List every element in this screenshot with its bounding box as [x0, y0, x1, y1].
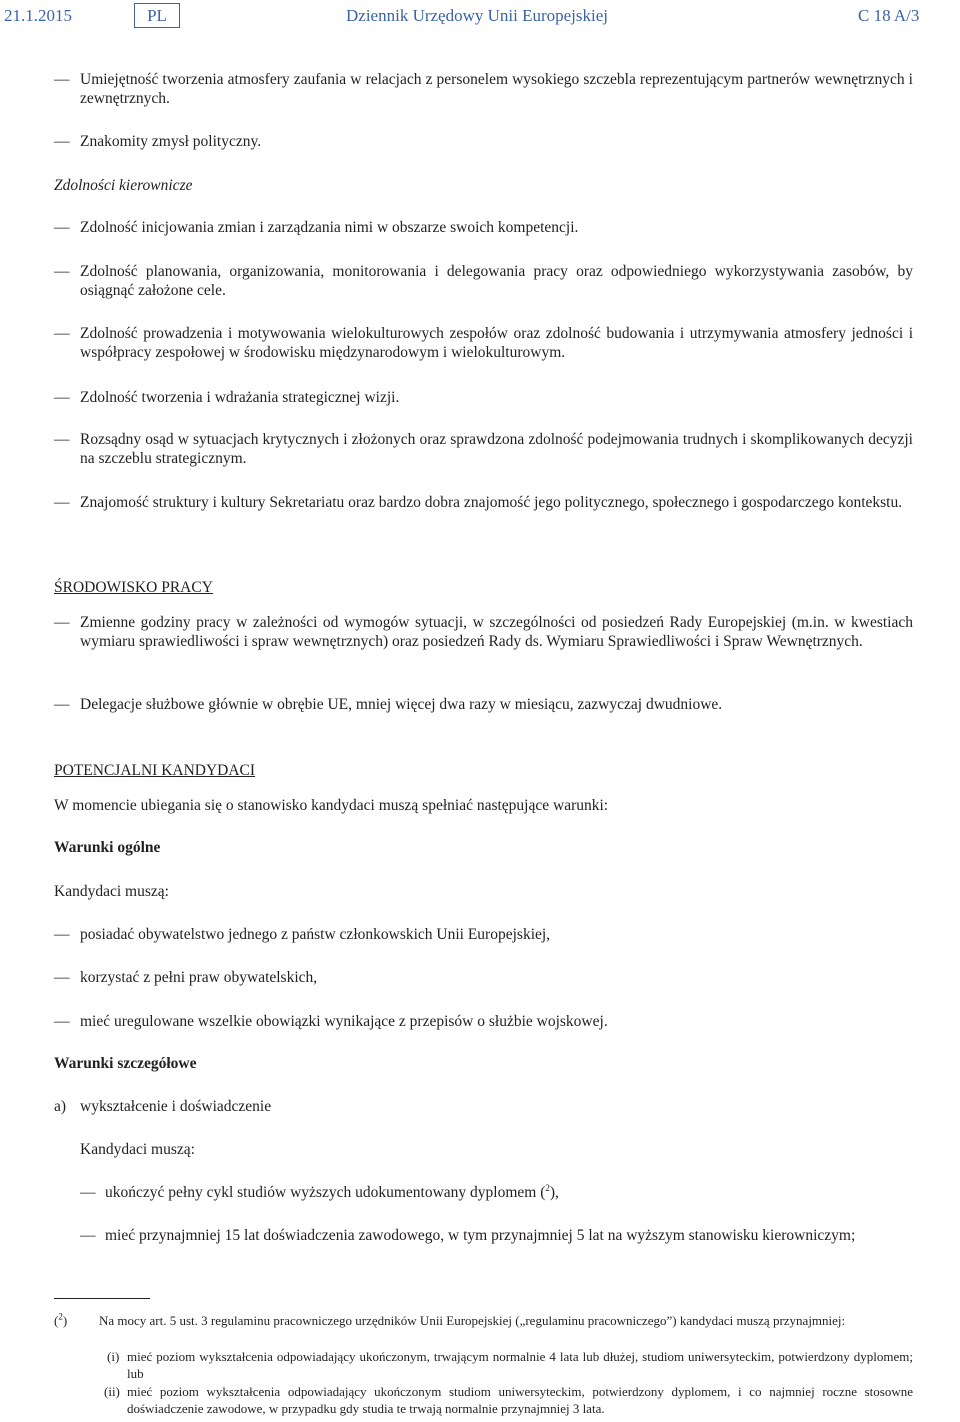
list-item: posiadać obywatelstwo jednego z państw członkowskich Unii Europejskiej, — [80, 926, 551, 943]
dash-bullet: — — [80, 1227, 96, 1244]
list-item: Umiejętność tworzenia atmosfery zaufania w relacjach z personelem wysokiego szczebla reprezentującym partnerów wewnętrznych i zewnętrznych. — [80, 71, 913, 107]
footnote-reference[interactable]: 2 — [545, 1182, 550, 1193]
list-item: Znajomość struktury i kultury Sekretariatu oraz bardzo dobra znajomość jego politycznego, społecznego i gospodarczego kontekstu. — [80, 494, 903, 511]
general-conditions-heading: Warunki ogólne — [54, 839, 161, 856]
dash-bullet: — — [80, 1184, 96, 1201]
specific-condition-letter: a) — [54, 1098, 67, 1115]
list-item: Rozsądny osąd w sytuacjach krytycznych i złożonych oraz sprawdzona zdolność podejmowania trudnych i skomplikowanych decyzji na szczeblu strategicznym. — [80, 431, 913, 467]
list-item: Zmienne godziny pracy w zależności od wymogów sytuacji, w szczególności od posiedzeń Rady Europejskiej (m.in. w kwestiach wymiaru sprawiedliwości i spraw wewnętrznych) oraz posiedzeń Rady ds. Wymiaru Sprawiedliwości i Spraw Wewnętrznych. — [80, 614, 913, 650]
general-conditions-intro: Kandydaci muszą: — [54, 883, 169, 900]
dash-bullet: — — [54, 696, 70, 713]
list-item: Zdolność inicjowania zmian i zarządzania nimi w obszarze swoich kompetencji. — [80, 219, 579, 236]
list-item: Zdolność planowania, organizowania, monitorowania i delegowania pracy oraz odpowiedniego wykorzystywania zasobów, by osiągnąć założone cele. — [80, 263, 913, 299]
dash-bullet: — — [54, 969, 70, 986]
specific-conditions-intro: Kandydaci muszą: — [80, 1141, 195, 1158]
list-item: ukończyć pełny cykl studiów wyższych udokumentowany dyplomem ($^2$), — [105, 1182, 559, 1201]
dash-bullet: — — [54, 431, 70, 448]
section-subheading-management: Zdolności kierownicze — [54, 177, 193, 194]
list-item: Znakomity zmysł polityczny. — [80, 133, 262, 150]
page-reference: C 18 A/3 — [858, 6, 920, 25]
footnote-sub-text: mieć poziom wykształcenia odpowiadający ukończonym studiom uniwersyteckim, potwierdzony dyplomem, i co najmniej roczne stosowne doświadczenie zawodowe, w przypadku gdy studia te trwają normalnie przynajmniej 3 lata. — [127, 1384, 913, 1416]
footnote-separator — [54, 1298, 150, 1299]
journal-title: Dziennik Urzędowy Unii Europejskiej — [346, 6, 609, 25]
dash-bullet: — — [54, 614, 70, 631]
dash-bullet: — — [54, 219, 70, 236]
footnote-marker: ($^2$) — [54, 1311, 68, 1328]
footnote-sub-label: (i) — [107, 1349, 120, 1364]
specific-conditions-heading: Warunki szczegółowe — [54, 1055, 197, 1072]
footnote-text: Na mocy art. 5 ust. 3 regulaminu pracowniczego urzędników Unii Europejskiej („regulaminu pracowniczego”) kandydaci muszą przynajmniej: — [99, 1313, 846, 1328]
footnote-sub-text: mieć poziom wykształcenia odpowiadający ukończonym, trwającym normalnie 4 lata lub dłużej, studiom uniwersyteckim, potwierdzony dyplomem; lub — [127, 1349, 913, 1381]
publication-date: 21.1.2015 — [4, 6, 72, 25]
list-item: mieć przynajmniej 15 lat doświadczenia zawodowego, w tym przynajmniej 5 lat na wyższym stanowisku kierowniczym; — [105, 1227, 856, 1244]
dash-bullet: — — [54, 926, 70, 943]
dash-bullet: — — [54, 71, 70, 88]
dash-bullet: — — [54, 133, 70, 150]
section-heading-work-environment: ŚRODOWISKO PRACY — [54, 579, 213, 596]
list-item: Zdolność tworzenia i wdrażania strategicznej wizji. — [80, 389, 400, 406]
dash-bullet: — — [54, 325, 70, 342]
dash-bullet: — — [54, 263, 70, 280]
specific-condition-title: wykształcenie i doświadczenie — [80, 1098, 272, 1115]
list-item: Delegacje służbowe głównie w obrębie UE, mniej więcej dwa razy w miesiącu, zazwyczaj dwudniowe. — [80, 696, 723, 713]
section-heading-candidates: POTENCJALNI KANDYDACI — [54, 762, 256, 779]
list-item: Zdolność prowadzenia i motywowania wielokulturowych zespołów oraz zdolność budowania i utrzymywania atmosfery jedności i współpracy zespołowej w środowisku międzynarodowym i wielokulturowym. — [80, 325, 913, 361]
language-code-box: PL — [134, 3, 180, 28]
list-item: mieć uregulowane wszelkie obowiązki wynikające z przepisów o służbie wojskowej. — [80, 1013, 608, 1030]
candidates-intro: W momencie ubiegania się o stanowisko kandydaci muszą spełniać następujące warunki: — [54, 797, 609, 814]
dash-bullet: — — [54, 389, 70, 406]
footnote-sub-label: (ii) — [104, 1384, 120, 1399]
dash-bullet: — — [54, 494, 70, 511]
dash-bullet: — — [54, 1013, 70, 1030]
list-item: korzystać z pełni praw obywatelskich, — [80, 969, 318, 986]
